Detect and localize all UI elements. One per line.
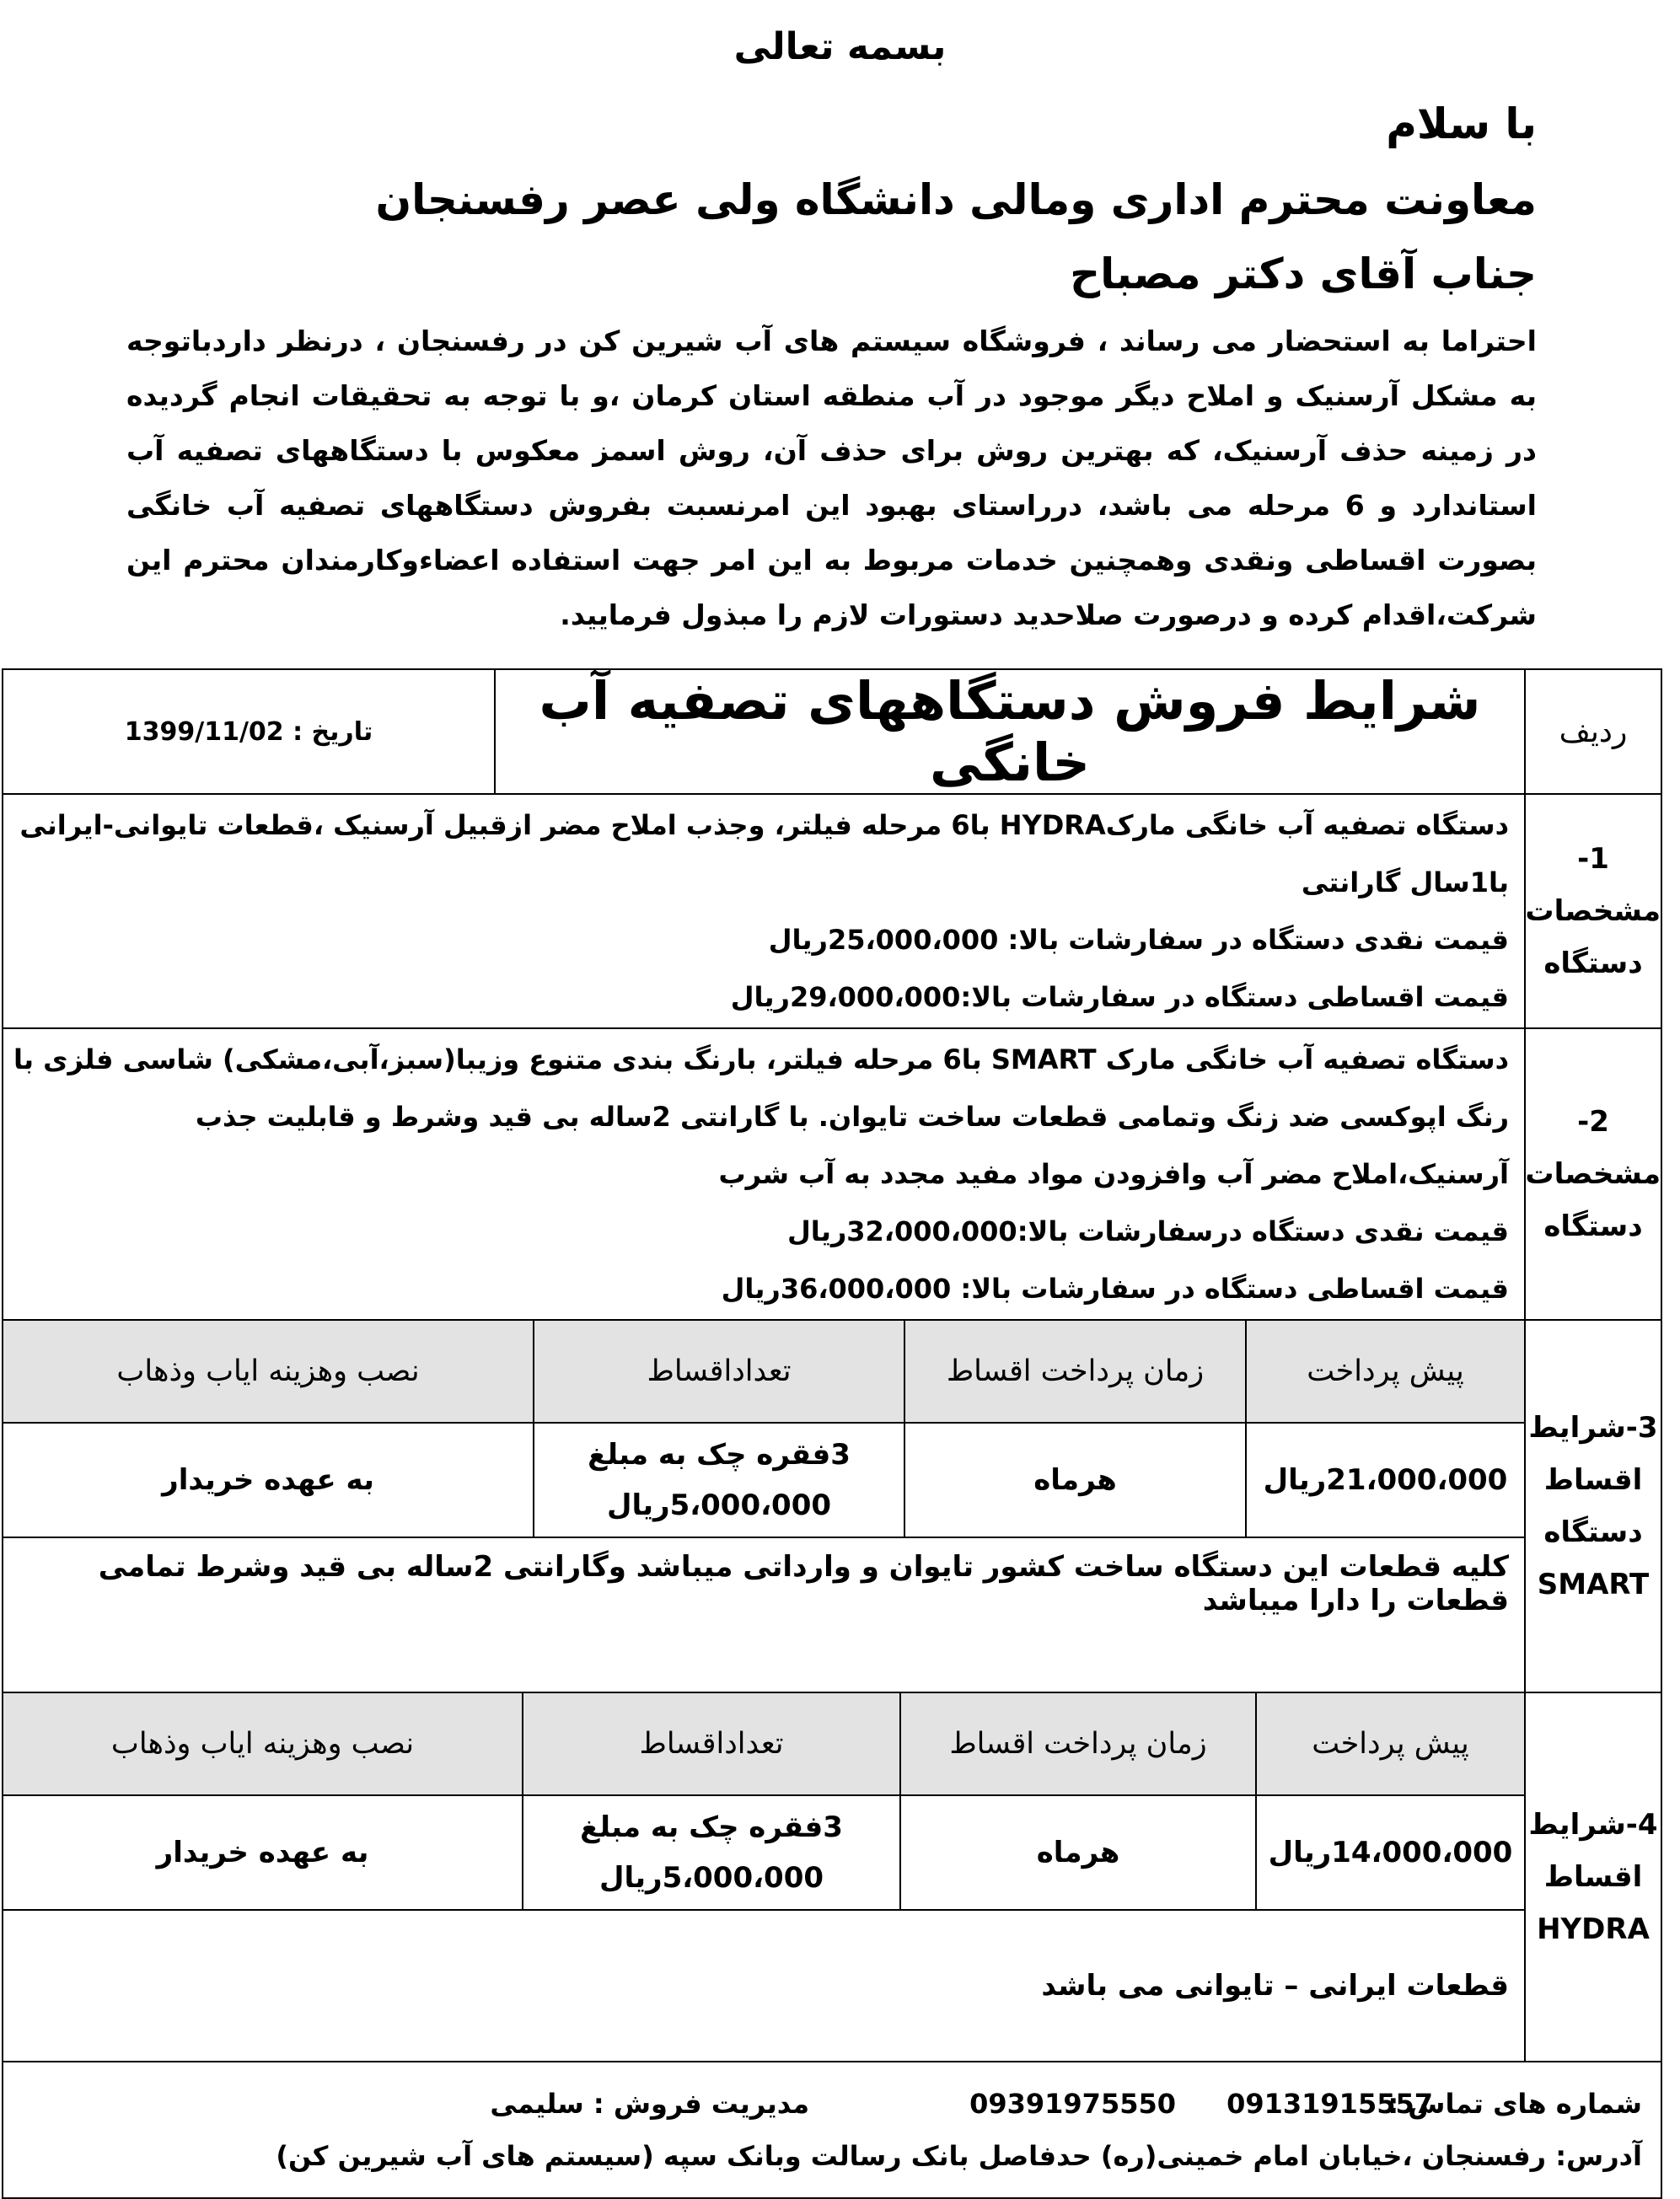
installment-note: قطعات ایرانی – تایوانی می باشد [3,1910,1524,2061]
table-date: تاریخ : 1399/11/02 [3,669,495,794]
contact-footer [3,2062,1661,2198]
radif-header: ردیف [1525,669,1661,794]
installment-value-row [3,1423,1524,1537]
downpayment-header: پیش پرداخت [1246,1321,1524,1423]
spec-description: دستگاه تصفیه آب خانگی مارکHYDRA با6 مرحله فیلتر، وجذب املاح مضر ازقبیل آرسنیک ،قطعات تایوانی-ایرانی با1سال گارانتی [19,809,1509,898]
row-label: 1-مشخصات دستگاه [1525,794,1661,1028]
intro-paragraph: احتراما به استحضار می رساند ، فروشگاه سیستم های آب شیرین کن در رفسنجان ، درنظر داردباتوجه به مشکل آرسنیک و املاح دیگر موجود در آب منطقه استان کرمان ،و با توجه به تحقیقات انجام گردیده در زمینه حذف آرسنیک، که بهترین روش برای حذف آن، روش اسمز معکوس با دستگاههای تصفیه آب استاندارد و 6 مرحله می باشد، درراستای بهبود این امرنسبت بفروش دستگاههای تصفیه آب خانگی بصورت اقساطی ونقدی وهمچنین خدمات مربوط به این امر جهت استفاده اعضاءوکارمندان محترم این شرکت،اقدام کرده و درصورت صلاحدید دستورات لازم را مبذول فرمایید. [126,324,1537,631]
installment-cell [3,1320,1525,1692]
installment-note-row [3,1537,1524,1687]
installment-value-row [3,1795,1524,1910]
cash-price: قیمت نقدی دستگاه در سفارشات بالا: 25،000،000ریال [768,924,1509,956]
row-label: 3-شرایط اقساط دستگاه SMART [1525,1320,1661,1692]
installment-cell [3,1692,1525,2062]
recipient: معاونت محترم اداری ومالی دانشگاه ولی عصر رفسنجان [375,175,1537,224]
footer-row [3,2062,1661,2198]
cash-price: قیمت نقدی دستگاه درسفارشات بالا:32،000،000ریال [787,1215,1509,1247]
installment-price: قیمت اقساطی دستگاه در سفارشات بالا: 36،000،000ریال [721,1273,1509,1305]
installment-header-row [3,1693,1524,1795]
installment-table [3,1321,1524,1687]
spec-description: دستگاه تصفیه آب خانگی مارک SMART با6 مرحله فیلتر، بارنگ بندی متنوع وزیبا(سبز،آبی،مشکی) شاسی فلزی با رنگ اپوکسی ضد زنگ وتمامی قطعات ساخت تایوان. با گارانتی 2ساله بی قید وشرط و قابلیت جذب آرسنیک،املاح مضر آب وافزودن مواد مفید مجدد به آب شرب [13,1043,1509,1190]
phone-2: 09391975550 [969,2088,1176,2120]
row-label: 4-شرایط اقساط HYDRA [1525,1692,1661,2062]
phone-1: 09131915557 [1226,2088,1433,2120]
row-label: 2- مشخصات دستگاه [1525,1028,1661,1320]
installation-header: نصب وهزینه ایاب وذهاب [3,1693,523,1795]
payment-time-header: زمان پرداخت اقساط [904,1321,1246,1423]
salutation: با سلام [1386,99,1537,148]
sales-manager: مدیریت فروش : سلیمی [490,2088,809,2120]
spec-row-smart [3,1028,1661,1320]
spec-text [3,794,1525,1028]
letter-header [0,0,1680,657]
sales-conditions-table [2,668,1662,2199]
installment-note: کلیه قطعات این دستگاه ساخت کشور تایوان و وارداتی میباشد وگارانتی 2ساله بی قید وشرط تمامی قطعات را دارا میباشد [3,1537,1524,1687]
title-row [3,669,1661,794]
installment-row-smart [3,1320,1661,1692]
installment-count-header: تعداداقساط [523,1693,900,1795]
recipient-person: جناب آقای دکتر مصباح [1070,249,1537,298]
downpayment-value: 14،000،000ریال [1256,1795,1524,1910]
installment-note-row [3,1910,1524,2061]
installment-row-hydra [3,1692,1661,2062]
installation-value: به عهده خریدار [3,1795,523,1910]
installation-header: نصب وهزینه ایاب وذهاب [3,1321,534,1423]
payment-time-value: هرماه [904,1423,1246,1537]
payment-time-header: زمان پرداخت اقساط [900,1693,1256,1795]
spec-text [3,1028,1525,1320]
contact-label: شماره های تماس : [1387,2088,1642,2120]
installment-header-row [3,1321,1524,1423]
bismillah: بسمه تعالی [733,25,947,68]
payment-time-value: هرماه [900,1795,1256,1910]
downpayment-header: پیش پرداخت [1256,1693,1524,1795]
address: آدرس: رفسنجان ،خیابان امام خمینی(ره) حدفاصل بانک رسالت وبانک سپه (سیستم های آب شیرین کن) [276,2140,1642,2172]
installation-value: به عهده خریدار [3,1423,534,1537]
installment-count-value: 3فقره چک به مبلغ 5،000،000ریال [534,1423,904,1537]
downpayment-value: 21،000،000ریال [1246,1423,1524,1537]
installment-count-value: 3فقره چک به مبلغ 5،000،000ریال [523,1795,900,1910]
spec-row-hydra [3,794,1661,1028]
table-title: شرایط فروش دستگاههای تصفیه آب خانگی [495,669,1525,794]
installment-table [3,1693,1524,2061]
installment-count-header: تعداداقساط [534,1321,904,1423]
installment-price: قیمت اقساطی دستگاه در سفارشات بالا:29،000،000ریال [730,981,1509,1013]
